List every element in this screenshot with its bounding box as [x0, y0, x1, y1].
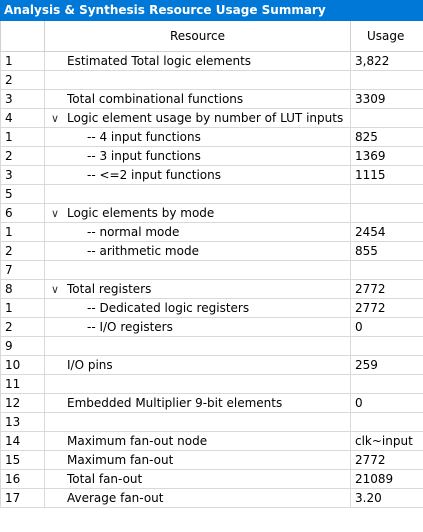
row-number: 13 — [1, 412, 45, 431]
usage-value — [351, 412, 423, 431]
resource-label: -- 3 input functions — [87, 148, 201, 163]
table-row[interactable] — [1, 127, 423, 146]
row-number: 3 — [1, 89, 45, 108]
resource-label — [45, 260, 351, 279]
row-number: 1 — [1, 127, 45, 146]
resource-label: Total fan-out — [67, 471, 143, 486]
table-row-group[interactable] — [1, 203, 423, 222]
usage-value: 3,822 — [351, 51, 423, 70]
table-row[interactable] — [1, 431, 423, 450]
table-row[interactable] — [1, 241, 423, 260]
table-row[interactable] — [1, 488, 423, 507]
table-row[interactable] — [1, 89, 423, 108]
column-header-resource[interactable]: Resource — [45, 21, 351, 51]
row-number: 7 — [1, 260, 45, 279]
resource-label: -- I/O registers — [87, 319, 173, 334]
column-header-usage[interactable]: Usage — [351, 21, 423, 51]
row-number: 6 — [1, 203, 45, 222]
row-number: 16 — [1, 469, 45, 488]
resource-label: Estimated Total logic elements — [67, 53, 252, 68]
table-row[interactable] — [1, 374, 423, 393]
table-row-group[interactable] — [1, 279, 423, 298]
row-number: 10 — [1, 355, 45, 374]
row-number: 5 — [1, 184, 45, 203]
table-row[interactable] — [1, 317, 423, 336]
table-row[interactable] — [1, 165, 423, 184]
table-row[interactable] — [1, 70, 423, 89]
row-number: 3 — [1, 165, 45, 184]
row-number: 1 — [1, 222, 45, 241]
usage-value: 855 — [351, 241, 423, 260]
row-number: 2 — [1, 70, 45, 89]
resource-label: -- <=2 input functions — [87, 167, 221, 182]
resource-table — [0, 21, 423, 508]
row-number: 15 — [1, 450, 45, 469]
resource-label — [45, 70, 351, 89]
table-row[interactable] — [1, 222, 423, 241]
usage-value — [351, 374, 423, 393]
usage-value — [351, 70, 423, 89]
row-number: 8 — [1, 279, 45, 298]
resource-label — [45, 336, 351, 355]
chevron-down-icon[interactable]: ∨ — [50, 206, 60, 220]
table-row[interactable] — [1, 393, 423, 412]
panel-title: Analysis & Synthesis Resource Usage Summary — [0, 0, 423, 21]
table-row[interactable] — [1, 260, 423, 279]
table-row[interactable] — [1, 146, 423, 165]
table-row[interactable] — [1, 412, 423, 431]
usage-value — [351, 184, 423, 203]
resource-label — [45, 412, 351, 431]
usage-value: 1115 — [351, 165, 423, 184]
usage-value: 0 — [351, 317, 423, 336]
chevron-down-icon[interactable]: ∨ — [50, 282, 60, 296]
usage-value: clk~input — [351, 431, 423, 450]
resource-label: Logic element usage by number of LUT inputs — [67, 110, 344, 125]
row-number: 2 — [1, 241, 45, 260]
resource-label — [45, 374, 351, 393]
resource-label: Maximum fan-out — [67, 452, 174, 467]
resource-label: Embedded Multiplier 9-bit elements — [67, 395, 283, 410]
usage-value: 3309 — [351, 89, 423, 108]
chevron-down-icon[interactable]: ∨ — [50, 111, 60, 125]
resource-label: Maximum fan-out node — [67, 433, 208, 448]
table-row[interactable] — [1, 450, 423, 469]
usage-value: 825 — [351, 127, 423, 146]
row-number: 17 — [1, 488, 45, 507]
row-number: 11 — [1, 374, 45, 393]
usage-value: 259 — [351, 355, 423, 374]
table-row[interactable] — [1, 184, 423, 203]
resource-label: I/O pins — [67, 357, 113, 372]
resource-label: Average fan-out — [67, 490, 164, 505]
row-number: 12 — [1, 393, 45, 412]
table-row[interactable] — [1, 336, 423, 355]
table-row[interactable] — [1, 469, 423, 488]
usage-value: 2772 — [351, 450, 423, 469]
column-header-num[interactable] — [1, 21, 45, 51]
row-number: 14 — [1, 431, 45, 450]
resource-label: -- arithmetic mode — [87, 243, 199, 258]
usage-value — [351, 336, 423, 355]
table-row[interactable] — [1, 355, 423, 374]
table-header-row — [1, 21, 423, 51]
row-number: 1 — [1, 298, 45, 317]
table-row[interactable] — [1, 51, 423, 70]
resource-label: Logic elements by mode — [67, 205, 215, 220]
resource-label: -- normal mode — [87, 224, 180, 239]
row-number: 1 — [1, 51, 45, 70]
table-row[interactable] — [1, 298, 423, 317]
usage-value: 21089 — [351, 469, 423, 488]
resource-label — [45, 184, 351, 203]
usage-value — [351, 203, 423, 222]
row-number: 9 — [1, 336, 45, 355]
usage-value: 2772 — [351, 279, 423, 298]
resource-label: Total registers — [67, 281, 152, 296]
row-number: 2 — [1, 146, 45, 165]
row-number: 4 — [1, 108, 45, 127]
resource-label: -- Dedicated logic registers — [87, 300, 250, 315]
usage-value — [351, 108, 423, 127]
usage-value — [351, 260, 423, 279]
table-row-group[interactable] — [1, 108, 423, 127]
resource-label: -- 4 input functions — [87, 129, 201, 144]
usage-value: 2772 — [351, 298, 423, 317]
usage-value: 2454 — [351, 222, 423, 241]
usage-value: 0 — [351, 393, 423, 412]
row-number: 2 — [1, 317, 45, 336]
resource-label: Total combinational functions — [67, 91, 244, 106]
usage-value: 3.20 — [351, 488, 423, 507]
usage-value: 1369 — [351, 146, 423, 165]
